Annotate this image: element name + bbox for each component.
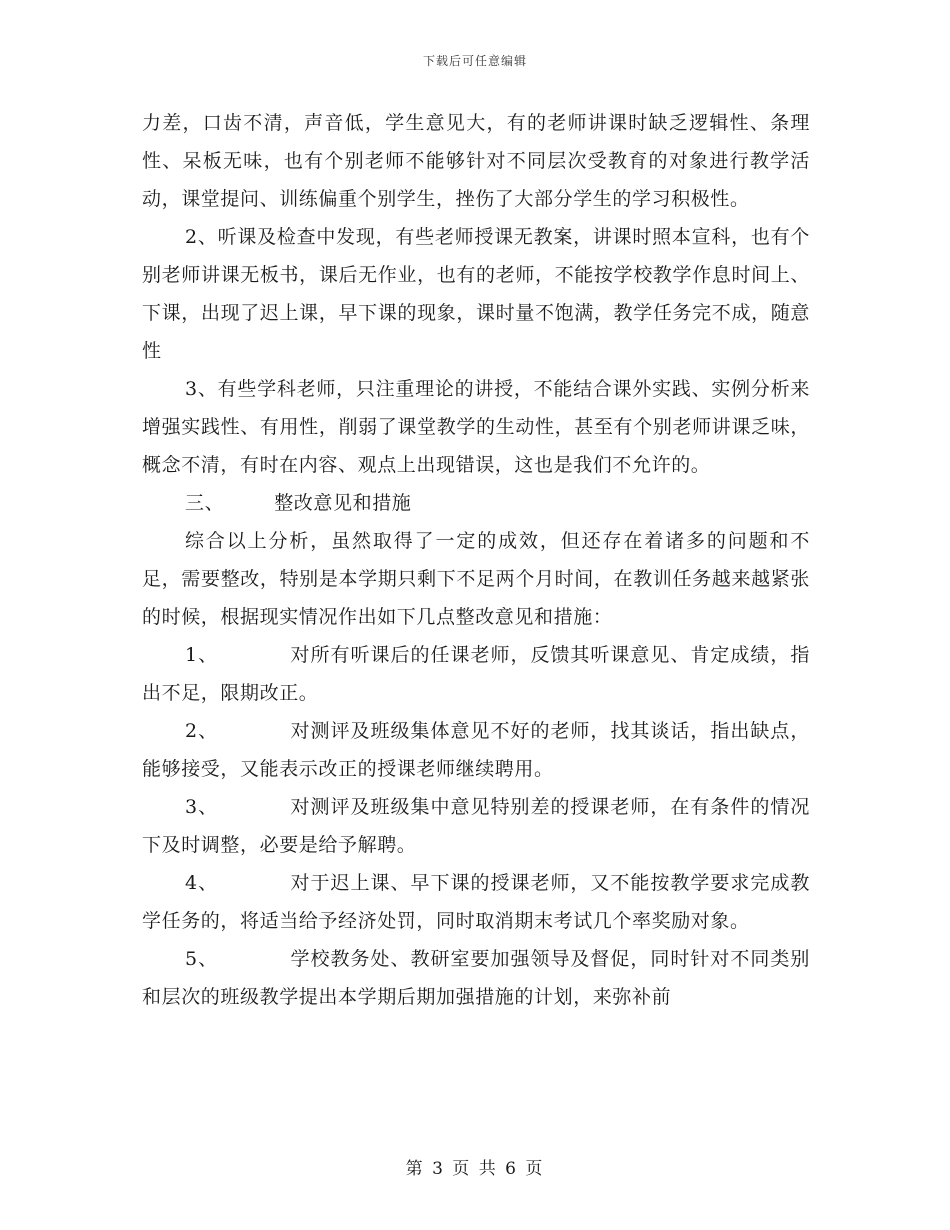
section-heading	[142, 484, 810, 522]
section-heading-title: 整改意见和措施	[274, 492, 412, 514]
list-item-text: 对于迟上课、早下课的授课老师，又不能按教学要求完成教学任务的，将适当给予经济处罚，同时取消期末考试几个率奖励对象。	[142, 872, 810, 932]
list-item-number: 3、	[185, 796, 219, 818]
paragraph-point-3: 3、有些学科老师，只注重理论的讲授，不能结合课外实践、实例分析来增强实践性、有用性，削弱了课堂教学的生动性，甚至有个别老师讲课乏味，概念不清，有时在内容、观点上出现错误，这也是我们不允许的。	[142, 378, 810, 476]
page-header: 下载后可任意编辑	[422, 54, 527, 68]
page-number-footer: 第 3 页 共 6 页	[405, 1159, 545, 1179]
list-item	[142, 788, 810, 864]
list-item-text: 对所有听课后的任课老师，反馈其听课意见、肯定成绩，指出不足，限期改正。	[142, 644, 810, 704]
list-item-number: 5、	[185, 948, 219, 970]
list-item-text: 学校教务处、教研室要加强领导及督促，同时针对不同类别和层次的班级教学提出本学期后期加强措施的计划，来弥补前	[142, 948, 810, 1008]
list-item	[142, 864, 810, 940]
list-item	[142, 636, 810, 712]
list-item	[142, 940, 810, 1016]
list-item	[142, 712, 810, 788]
list-item-number: 1、	[185, 644, 219, 666]
list-item-number: 2、	[185, 720, 219, 742]
section-heading-number: 三、	[185, 492, 225, 514]
list-item-text: 对测评及班级集体意见不好的老师，找其谈话，指出缺点，能够接受，又能表示改正的授课老师继续聘用。	[142, 720, 810, 780]
document-body	[142, 104, 810, 1016]
paragraph-continuation: 力差，口齿不清，声音低，学生意见大，有的老师讲课时缺乏逻辑性、条理性、呆板无味，也有个别老师不能够针对不同层次受教育的对象进行教学活动，课堂提问、训练偏重个别学生，挫伤了大部分学生的学习积极性。	[142, 112, 810, 210]
list-item-number: 4、	[185, 872, 219, 894]
list-item-text: 对测评及班级集中意见特别差的授课老师，在有条件的情况下及时调整，必要是给予解聘。	[142, 796, 810, 856]
paragraph-point-2: 2、听课及检查中发现，有些老师授课无教案，讲课时照本宣科，也有个别老师讲课无板书，课后无作业，也有的老师，不能按学校教学作息时间上、下课，出现了迟上课，早下课的现象，课时量不饱满，教学任务完不成，随意性	[142, 226, 810, 362]
paragraph-summary: 综合以上分析，虽然取得了一定的成效，但还存在着诸多的问题和不足，需要整改，特别是本学期只剩下不足两个月时间，在教训任务越来越紧张的时候，根据现实情况作出如下几点整改意见和措施：	[142, 530, 810, 628]
